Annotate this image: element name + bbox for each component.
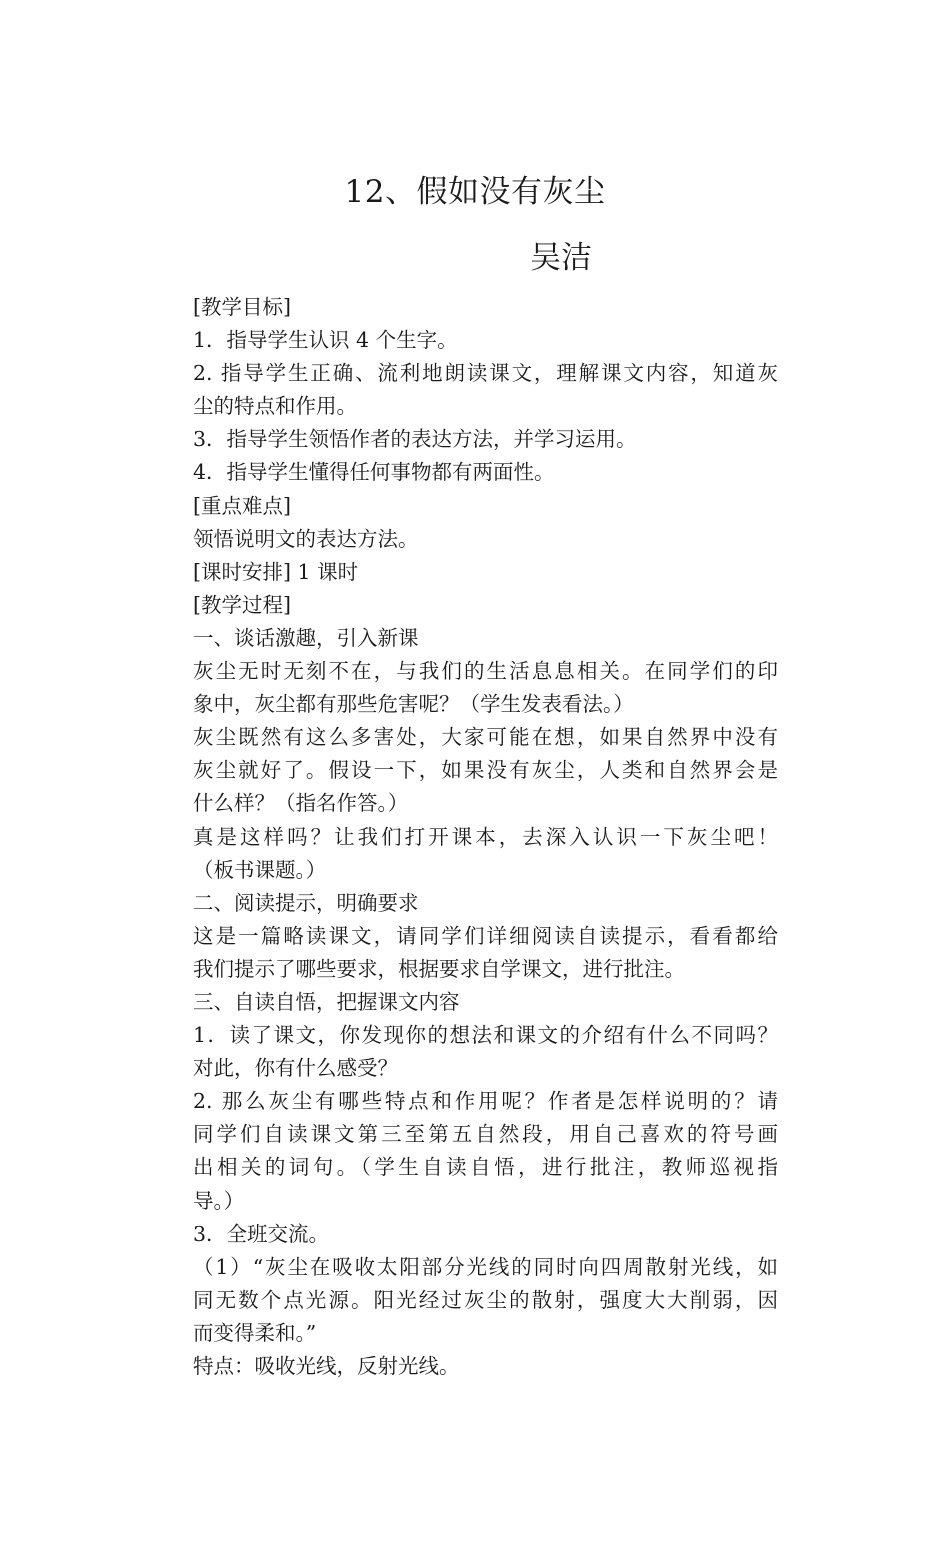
text-line: 一、谈话激趣，引入新课 xyxy=(193,625,419,650)
text-line: 对此，你有什么感受？ xyxy=(193,1056,398,1081)
text-line: [重点难点] xyxy=(193,493,291,518)
text-line: 这是一篇略读课文，请同学们详细阅读自读提示，看看都给 xyxy=(193,923,778,948)
text-line: （1）“灰尘在吸收太阳部分光线的同时向四周散射光线，如 xyxy=(193,1254,778,1279)
document-title: 12、假如没有灰尘 xyxy=(344,174,606,210)
text-line: 灰尘就好了。假设一下，如果没有灰尘，人类和自然界会是 xyxy=(193,758,778,783)
text-line: 3．全班交流。 xyxy=(193,1221,330,1246)
text-line: 灰尘既然有这么多害处，大家可能在想，如果自然界中没有 xyxy=(193,725,778,750)
text-line: 尘的特点和作用。 xyxy=(193,394,357,419)
text-line: [教学过程] xyxy=(193,592,291,617)
text-line: 同学们自读课文第三至第五自然段，用自己喜欢的符号画 xyxy=(193,1122,778,1147)
text-line: 2. 指导学生正确、流利地朗读课文，理解课文内容，知道灰 xyxy=(193,361,778,386)
text-line: 而变得柔和。” xyxy=(193,1320,317,1345)
text-line: 二、阅读提示，明确要求 xyxy=(193,890,419,915)
document-author: 吴洁 xyxy=(530,240,592,276)
text-line: 我们提示了哪些要求，根据要求自学课文，进行批注。 xyxy=(193,956,685,981)
text-line: 4．指导学生懂得任何事物都有两面性。 xyxy=(193,460,555,485)
text-line: 2. 那么灰尘有哪些特点和作用呢？作者是怎样说明的？请 xyxy=(193,1089,778,1114)
text-line: 真是这样吗？让我们打开课本，去深入认识一下灰尘吧！ xyxy=(193,824,778,849)
text-line: 三、自读自悟，把握课文内容 xyxy=(193,989,460,1014)
document-body xyxy=(193,291,778,1383)
text-line: 同无数个点光源。阳光经过灰尘的散射，强度大大削弱，因 xyxy=(193,1287,778,1312)
text-line: 象中，灰尘都有那些危害呢？（学生发表看法。） xyxy=(193,692,634,717)
text-line: 特点：吸收光线，反射光线。 xyxy=(193,1354,460,1378)
text-line: 灰尘无时无刻不在，与我们的生活息息相关。在同学们的印 xyxy=(193,659,778,684)
text-line: 1．指导学生认识 4 个生字。 xyxy=(193,328,458,353)
text-line: [课时安排] 1 课时 xyxy=(193,559,359,584)
text-line: 什么样？（指名作答。） xyxy=(193,791,409,816)
text-line: 出相关的词句。（学生自读自悟，进行批注，教师巡视指 xyxy=(193,1155,778,1180)
text-line: 3．指导学生领悟作者的表达方法，并学习运用。 xyxy=(193,427,637,452)
text-line: 导。） xyxy=(193,1188,245,1213)
text-line: （板书课题。） xyxy=(193,857,327,882)
text-line: 1．读了课文，你发现你的想法和课文的介绍有什么不同吗？ xyxy=(193,1023,778,1048)
text-line: [教学目标] xyxy=(193,295,291,319)
text-line: 领悟说明文的表达方法。 xyxy=(193,526,419,551)
